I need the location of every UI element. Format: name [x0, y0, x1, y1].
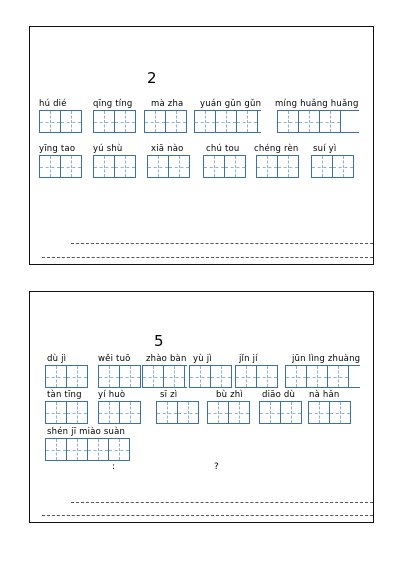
word-item — [311, 144, 354, 178]
character-box[interactable] — [225, 156, 246, 177]
writing-grid[interactable] — [39, 155, 82, 178]
character-box[interactable] — [286, 366, 307, 387]
character-box[interactable] — [46, 366, 67, 387]
word-item — [45, 427, 130, 461]
word-item — [207, 390, 250, 424]
character-box[interactable] — [237, 111, 258, 132]
character-box[interactable] — [143, 366, 164, 387]
pinyin-label: qīng tíng — [93, 99, 133, 109]
character-box[interactable] — [257, 366, 278, 387]
writing-grid[interactable] — [98, 401, 141, 424]
word-item — [98, 390, 141, 424]
writing-grid[interactable] — [235, 365, 278, 388]
character-box[interactable] — [88, 439, 109, 460]
colon-mark: : — [112, 462, 116, 472]
character-box[interactable] — [204, 156, 225, 177]
character-box[interactable] — [99, 402, 120, 423]
character-box[interactable] — [211, 366, 232, 387]
lesson-number: 5 — [154, 332, 164, 350]
pinyin-label: zhào bàn — [146, 354, 187, 364]
character-box[interactable] — [169, 156, 190, 177]
pinyin-label: nà hǎn — [309, 390, 340, 400]
word-item — [93, 99, 136, 133]
writing-line — [71, 243, 373, 244]
word-item — [235, 354, 278, 388]
character-box[interactable] — [46, 439, 67, 460]
character-box[interactable] — [99, 366, 120, 387]
writing-grid[interactable] — [277, 110, 359, 133]
writing-grid[interactable] — [285, 365, 360, 388]
writing-grid[interactable] — [93, 155, 136, 178]
character-box[interactable] — [94, 111, 115, 132]
word-item — [194, 99, 261, 133]
character-box[interactable] — [120, 366, 141, 387]
character-box[interactable] — [178, 402, 199, 423]
pinyin-label: chú tou — [206, 144, 240, 154]
character-box[interactable] — [148, 156, 169, 177]
pinyin-label: suí yì — [313, 144, 337, 154]
character-box[interactable] — [40, 111, 61, 132]
pinyin-label: jǐn jí — [239, 354, 258, 364]
word-item — [142, 354, 187, 388]
character-box[interactable] — [330, 402, 351, 423]
character-box[interactable] — [312, 156, 333, 177]
word-item — [45, 390, 88, 424]
pinyin-label: tàn tīng — [47, 390, 82, 400]
character-box[interactable] — [61, 156, 82, 177]
writing-grid[interactable] — [308, 401, 351, 424]
pinyin-label: xiā nào — [151, 144, 184, 154]
worksheet-card-2 — [29, 26, 374, 265]
character-box[interactable] — [190, 366, 211, 387]
writing-grid[interactable] — [98, 365, 141, 388]
character-box[interactable] — [208, 402, 229, 423]
character-box[interactable] — [278, 111, 299, 132]
character-box[interactable] — [120, 402, 141, 423]
writing-grid[interactable] — [45, 438, 130, 461]
word-item — [189, 354, 232, 388]
lesson-number: 2 — [147, 69, 157, 87]
writing-grid[interactable] — [45, 401, 88, 424]
writing-grid[interactable] — [311, 155, 354, 178]
pinyin-label: yīng tao — [39, 144, 76, 154]
writing-grid[interactable] — [207, 401, 250, 424]
writing-grid[interactable] — [93, 110, 136, 133]
character-box[interactable] — [281, 402, 302, 423]
word-item — [259, 390, 302, 424]
word-item — [277, 99, 359, 133]
pinyin-label: yú shù — [93, 144, 123, 154]
character-box[interactable] — [309, 402, 330, 423]
word-item — [308, 390, 351, 424]
character-box[interactable] — [216, 111, 237, 132]
character-box[interactable] — [195, 111, 216, 132]
word-item — [285, 354, 360, 388]
writing-grid[interactable] — [194, 110, 261, 133]
character-box[interactable] — [109, 439, 130, 460]
writing-grid[interactable] — [156, 401, 199, 424]
character-box[interactable] — [278, 156, 299, 177]
pinyin-label: dù jì — [47, 354, 67, 364]
writing-grid[interactable] — [39, 110, 82, 133]
character-box[interactable] — [115, 111, 136, 132]
writing-grid[interactable] — [144, 110, 187, 133]
pinyin-label: hú dié — [39, 99, 67, 109]
character-box[interactable] — [40, 156, 61, 177]
character-box[interactable] — [94, 156, 115, 177]
character-box[interactable] — [67, 402, 88, 423]
pinyin-label: chéng rèn — [254, 144, 299, 154]
worksheet-card-5 — [29, 291, 374, 523]
pinyin-label: yuán gǔn gǔn — [200, 99, 262, 109]
writing-grid[interactable] — [259, 401, 302, 424]
character-box[interactable] — [229, 402, 250, 423]
character-box[interactable] — [260, 402, 281, 423]
pinyin-label: mà zha — [151, 99, 184, 109]
character-box[interactable] — [67, 439, 88, 460]
writing-line — [71, 502, 373, 503]
pinyin-label: yí huò — [98, 390, 126, 400]
writing-grid[interactable] — [203, 155, 246, 178]
character-box[interactable] — [307, 366, 328, 387]
word-item — [39, 99, 82, 133]
character-box[interactable] — [328, 366, 349, 387]
character-box[interactable] — [166, 111, 187, 132]
word-item — [147, 144, 190, 178]
character-box[interactable] — [145, 111, 166, 132]
writing-grid[interactable] — [45, 365, 88, 388]
word-item — [39, 144, 82, 178]
pinyin-label: sī zì — [160, 390, 178, 400]
character-box[interactable] — [299, 111, 320, 132]
writing-line — [42, 515, 373, 516]
character-box[interactable] — [67, 366, 88, 387]
character-box[interactable] — [164, 366, 185, 387]
pinyin-label: jūn lìng zhuàng — [292, 354, 361, 364]
word-item — [256, 144, 299, 178]
pinyin-label: wěi tuō — [98, 354, 131, 364]
pinyin-label: míng huǎng huǎng — [275, 99, 359, 109]
character-box[interactable] — [46, 402, 67, 423]
word-item — [156, 390, 199, 424]
character-box[interactable] — [257, 156, 278, 177]
character-box[interactable] — [157, 402, 178, 423]
writing-grid[interactable] — [256, 155, 299, 178]
pinyin-label: diāo dù — [262, 390, 296, 400]
question-mark: ? — [214, 462, 219, 472]
word-item — [203, 144, 246, 178]
character-box[interactable] — [61, 111, 82, 132]
character-box[interactable] — [236, 366, 257, 387]
pinyin-label: shén jī miào suàn — [47, 427, 126, 437]
word-item — [98, 354, 141, 388]
pinyin-label: bù zhì — [216, 390, 243, 400]
word-item — [45, 354, 88, 388]
word-item — [93, 144, 136, 178]
pinyin-label: yù jì — [193, 354, 212, 364]
character-box[interactable] — [333, 156, 354, 177]
character-box[interactable] — [115, 156, 136, 177]
word-item — [144, 99, 187, 133]
character-box[interactable] — [320, 111, 341, 132]
writing-grid[interactable] — [147, 155, 190, 178]
writing-grid[interactable] — [189, 365, 232, 388]
writing-line — [42, 257, 373, 258]
writing-grid[interactable] — [142, 365, 187, 388]
